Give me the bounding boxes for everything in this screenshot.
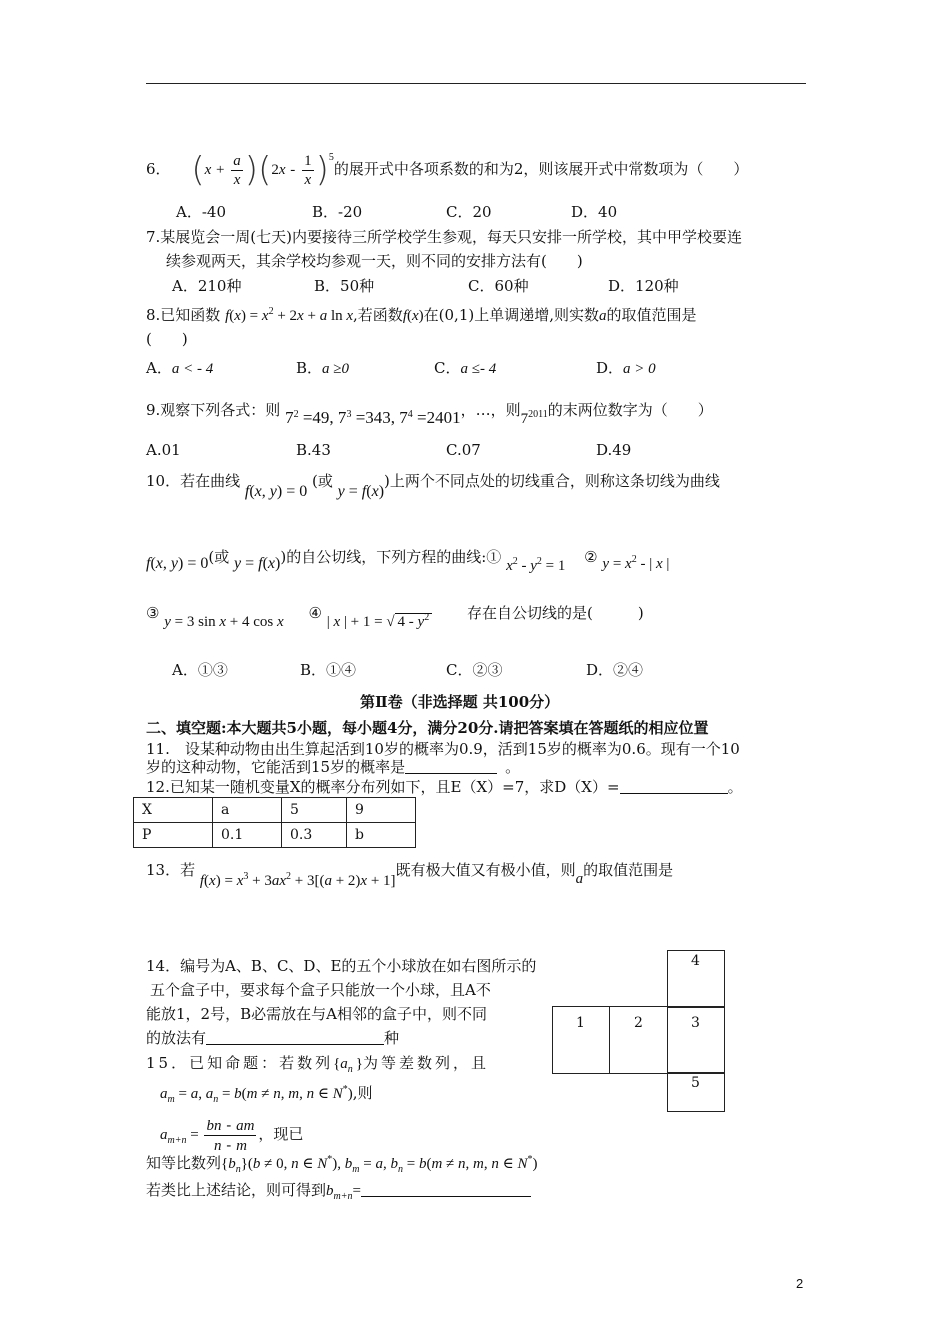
box-label-5: 5: [691, 1075, 700, 1091]
q6-opt-b: B．-20: [312, 203, 363, 221]
q7-opt-c: C．60种: [468, 277, 529, 295]
q7-opt-d: D．120种: [608, 277, 679, 295]
q9-opt-b: B.43: [296, 441, 331, 459]
q9-line: 9.观察下列各式：则 $7^2 =49$, $7^3 =343$, $7^4 =2401$，…，则$7^{2011}$的末两位数字为（ ）: [146, 401, 713, 427]
q11-line1: 11. 设某种动物由出生算起活到10岁的概率为0.9，活到15岁的概率为0.6。现有一个10: [146, 740, 740, 758]
q14-answer-blank[interactable]: [206, 1030, 384, 1045]
table-row: P 0.1 0.3 b: [134, 823, 416, 848]
q9-pre: 9.观察下列各式：则: [146, 401, 281, 419]
q14-line2: 五个盒子中，要求每个盒子只能放一个小球，且A不: [150, 981, 491, 999]
q8-opt-c: C．a ≤- 4: [434, 359, 497, 377]
q13-pre: 13．若: [146, 861, 196, 879]
q10-pre: 10．若在曲线: [146, 472, 241, 490]
q12-text: 12.已知某一随机变量X的概率分布列如下，且E（X）=7，求D（X）= 。: [146, 778, 743, 796]
q11-line2: 岁的这种动物，它能活到15岁的概率是 。: [146, 758, 521, 776]
page-number: 2: [796, 1276, 804, 1291]
q6: 6． (x + $\frac{a}{x}$ )(2x - $\frac{1}{x}$ )$^5$的展开式中各项系数的和为2，则该展开式中常数项为（ ）: [146, 150, 749, 190]
q15-line5: 若类比上述结论，则可得到$b_{m+n}=$: [146, 1180, 531, 1207]
q7-opt-a: A．210种: [172, 277, 242, 295]
q8-opt-a: A．a < - 4: [146, 359, 214, 377]
q10-opt-b: B．①④: [300, 661, 357, 679]
q9-post: 的末两位数字为（ ）: [547, 401, 713, 419]
q6-opt-c: C．20: [446, 203, 492, 221]
q10-or: (或: [312, 472, 333, 490]
q6-opt-a: A．-40: [176, 203, 226, 221]
q13-post: 既有极大值又有极小值，则: [395, 861, 576, 879]
q10-choice2: ②: [584, 548, 598, 566]
q14-line4: 的放法有 种: [146, 1029, 400, 1047]
q10-choice3: ③: [146, 604, 160, 622]
section2-heading: 二、填空题:本大题共5小题，每小题4分，满分20分.请把答案填在答题纸的相应位置: [146, 719, 709, 737]
q10-line2-or: (或: [208, 548, 230, 566]
q10-line2-post: )的自公切线，下列方程的曲线:①: [280, 548, 502, 566]
table-row: X a 5 9: [134, 798, 416, 823]
q15-answer-blank[interactable]: [361, 1182, 531, 1197]
q6-number: 6．: [146, 160, 171, 178]
q9-opt-c: C.07: [446, 441, 481, 459]
box-label-1: 1: [576, 1015, 585, 1031]
part2-title: 第Ⅱ卷（非选择题 共100分）: [360, 693, 560, 711]
q13-line: 13．若 $f(x) = x^3 + 3ax^2 + 3[(a + 2)x + 1]$既有极大值又有极小值，则a的取值范围是: [146, 861, 674, 889]
q10-line3: ③ y = 3 sin x + 4 cos x ④ | x | + 1 = √ $4 - y^2$ 存在自公切线的是( ): [146, 604, 644, 630]
q9-opt-a: A.01: [146, 441, 181, 459]
box-label-2: 2: [634, 1015, 643, 1031]
q10-line2: f(x, y) = 0(或 y = f(x))的自公切线，下列方程的曲线:① $x^2 - y^2 = 1$ ② $y = x^2$ - | x |: [146, 548, 670, 574]
q10-line1: 10．若在曲线 f(x, y) = 0 (或 y = f(x))上两个不同点处的切线重合，则称这条切线为曲线: [146, 472, 720, 500]
box-label-3: 3: [691, 1015, 700, 1031]
q8-opt-b: B．a ≥0: [296, 359, 350, 377]
q10-opt-d: D．②④: [586, 661, 644, 679]
q8-mid2: 在(0,1)上单调递增,则实数: [423, 306, 599, 324]
q8-line2: ( ): [146, 330, 188, 348]
q10-opt-c: C．②③: [446, 661, 503, 679]
q10-tail: 存在自公切线的是( ): [467, 604, 644, 622]
q15-line3: $a_{m+n}$ = $\frac{bn - am}{n - m}$ ，现已: [160, 1115, 304, 1154]
q10-opt-a: A．①③: [172, 661, 228, 679]
q6-opt-d: D．40: [571, 203, 618, 221]
q8-post: 的取值范围是: [606, 306, 697, 324]
q8-pre: 8.已知函数: [146, 306, 221, 324]
q8-mid: ,若函数: [353, 306, 403, 324]
q13-end: 的取值范围是: [583, 861, 674, 879]
q7-opt-b: B．50种: [314, 277, 375, 295]
q7-line2: 续参观两天，其余学校均参观一天，则不同的安排方法有( ): [166, 252, 583, 270]
q10-choice4: ④: [308, 604, 322, 622]
q11-answer-blank[interactable]: [405, 759, 497, 774]
q8-opt-d: D．a > 0: [596, 359, 656, 377]
q14-line3: 能放1，2号，B必需放在与A相邻的盒子中，则不同: [146, 1005, 487, 1023]
q10-post: )上两个不同点处的切线重合，则称这条切线为曲线: [384, 472, 720, 490]
q9-mid: ，…，则: [460, 401, 521, 419]
q12-distribution-table: [133, 797, 416, 848]
q12-answer-blank[interactable]: [620, 779, 728, 794]
q15-line1: 15．已知命题：若数列$\{a_n\}$为等差数列，且: [146, 1054, 490, 1075]
q7-line1: 7.某展览会一周(七天)内要接待三所学校学生参观，每天只安排一所学校，其中甲学校要连: [146, 228, 743, 246]
q6-text: 的展开式中各项系数的和为2，则该展开式中常数项为（ ）: [333, 160, 749, 178]
q15-line4: 知等比数列$\{b_n\}(b \ne 0$, n ∈ N*), $b_m = a$, $b_n = b(m \ne n$, m, n ∈ N*): [146, 1154, 538, 1175]
q14-line1: 14．编号为A、B、C、D、E的五个小球放在如右图所示的: [146, 957, 537, 975]
q8-line1: 8.已知函数 $f(x) = x^2 + 2x + a$ ln x,若函数f(x)在(0,1)上单调递增,则实数a的取值范围是: [146, 306, 697, 324]
header-rule: [146, 83, 806, 84]
box-label-4: 4: [691, 953, 700, 969]
q9-opt-d: D.49: [596, 441, 632, 459]
q15-line2: $a_m = a$, $a_n = b(m \ne n$, m, n ∈ N*),则: [160, 1084, 373, 1105]
